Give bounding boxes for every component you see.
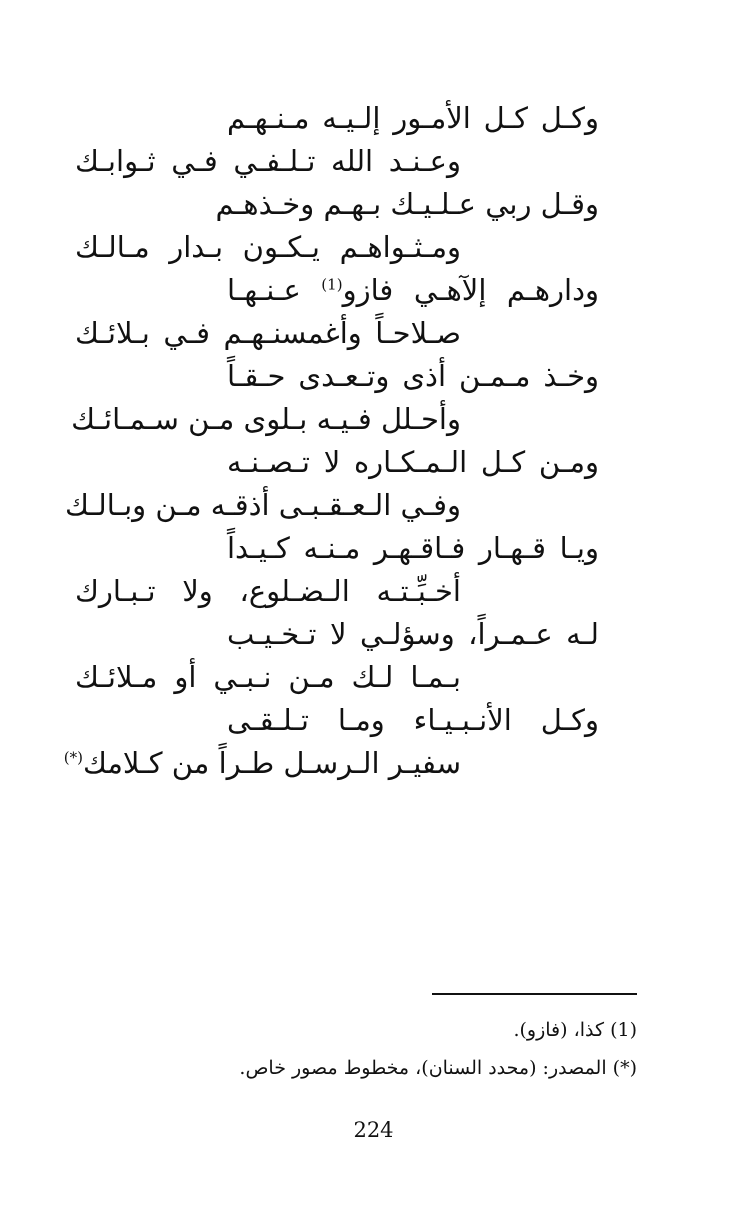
verse-line-5-text: ودارهـم إلآهـي فازو [342, 273, 599, 307]
footnote-1: (1) كذا، (فازو). [513, 1019, 637, 1041]
verse-line-15: وكـل الأنـبـيـاء ومـا تـلـقـى [227, 703, 599, 737]
verse-line-7: وخـذ مـمـن أذى وتـعـدى حـقـاً [227, 359, 599, 393]
verse-line-8: وأحـلل فـيـه بـلوى مـن سـمـائـك [71, 402, 461, 436]
verse-line-16 [63, 743, 461, 783]
verse-line-6: صـلاحـاً وأغمسنـهـم فـي بـلائـك [75, 316, 461, 350]
footnote-reference-1: (1) [321, 275, 343, 294]
verse-line-2: وعـنـد الله تـلـفـي فـي ثـوابـك [75, 144, 461, 178]
verse-line-14: بـمـا لـك مـن نـبـي أو مـلائـك [75, 660, 461, 694]
footnote-reference-star: (*) [63, 748, 83, 767]
verse-line-12: أخـبِّـتـه الـضـلوع، ولا تـبـارك [75, 574, 461, 608]
verse-line-1: وكـل كـل الأمـور إلـيـه مـنـهـم [227, 101, 599, 135]
verse-line-16-text: سفيـر الـرسـل طـراً من كـلامك [82, 746, 461, 780]
footnote-source: (*) المصدر: (محدد السنان)، مخطوط مصور خاص. [239, 1057, 637, 1079]
verse-line-9: ومـن كـل الـمـكـاره لا تـصـنـه [227, 445, 599, 479]
verse-line-5 [227, 270, 599, 310]
verse-line-3: وقـل ربي عـلـيـك بـهـم وخـذهـم [215, 187, 599, 221]
verse-line-4: ومـثـواهـم يـكـون بـدار مـالـك [75, 230, 461, 264]
verse-line-13: لـه عـمـراً، وسؤلـي لا تـخـيـب [227, 617, 599, 651]
verse-line-11: ويـا قـهـار فـاقـهـر مـنـه كـيـداً [227, 531, 599, 565]
page-number: 224 [353, 1118, 394, 1142]
verse-line-5-end: عـنـهـا [227, 273, 301, 307]
verse-line-10: وفـي الـعـقـبـى أذقـه مـن وبـالـك [64, 488, 461, 522]
footnote-divider [432, 993, 637, 995]
